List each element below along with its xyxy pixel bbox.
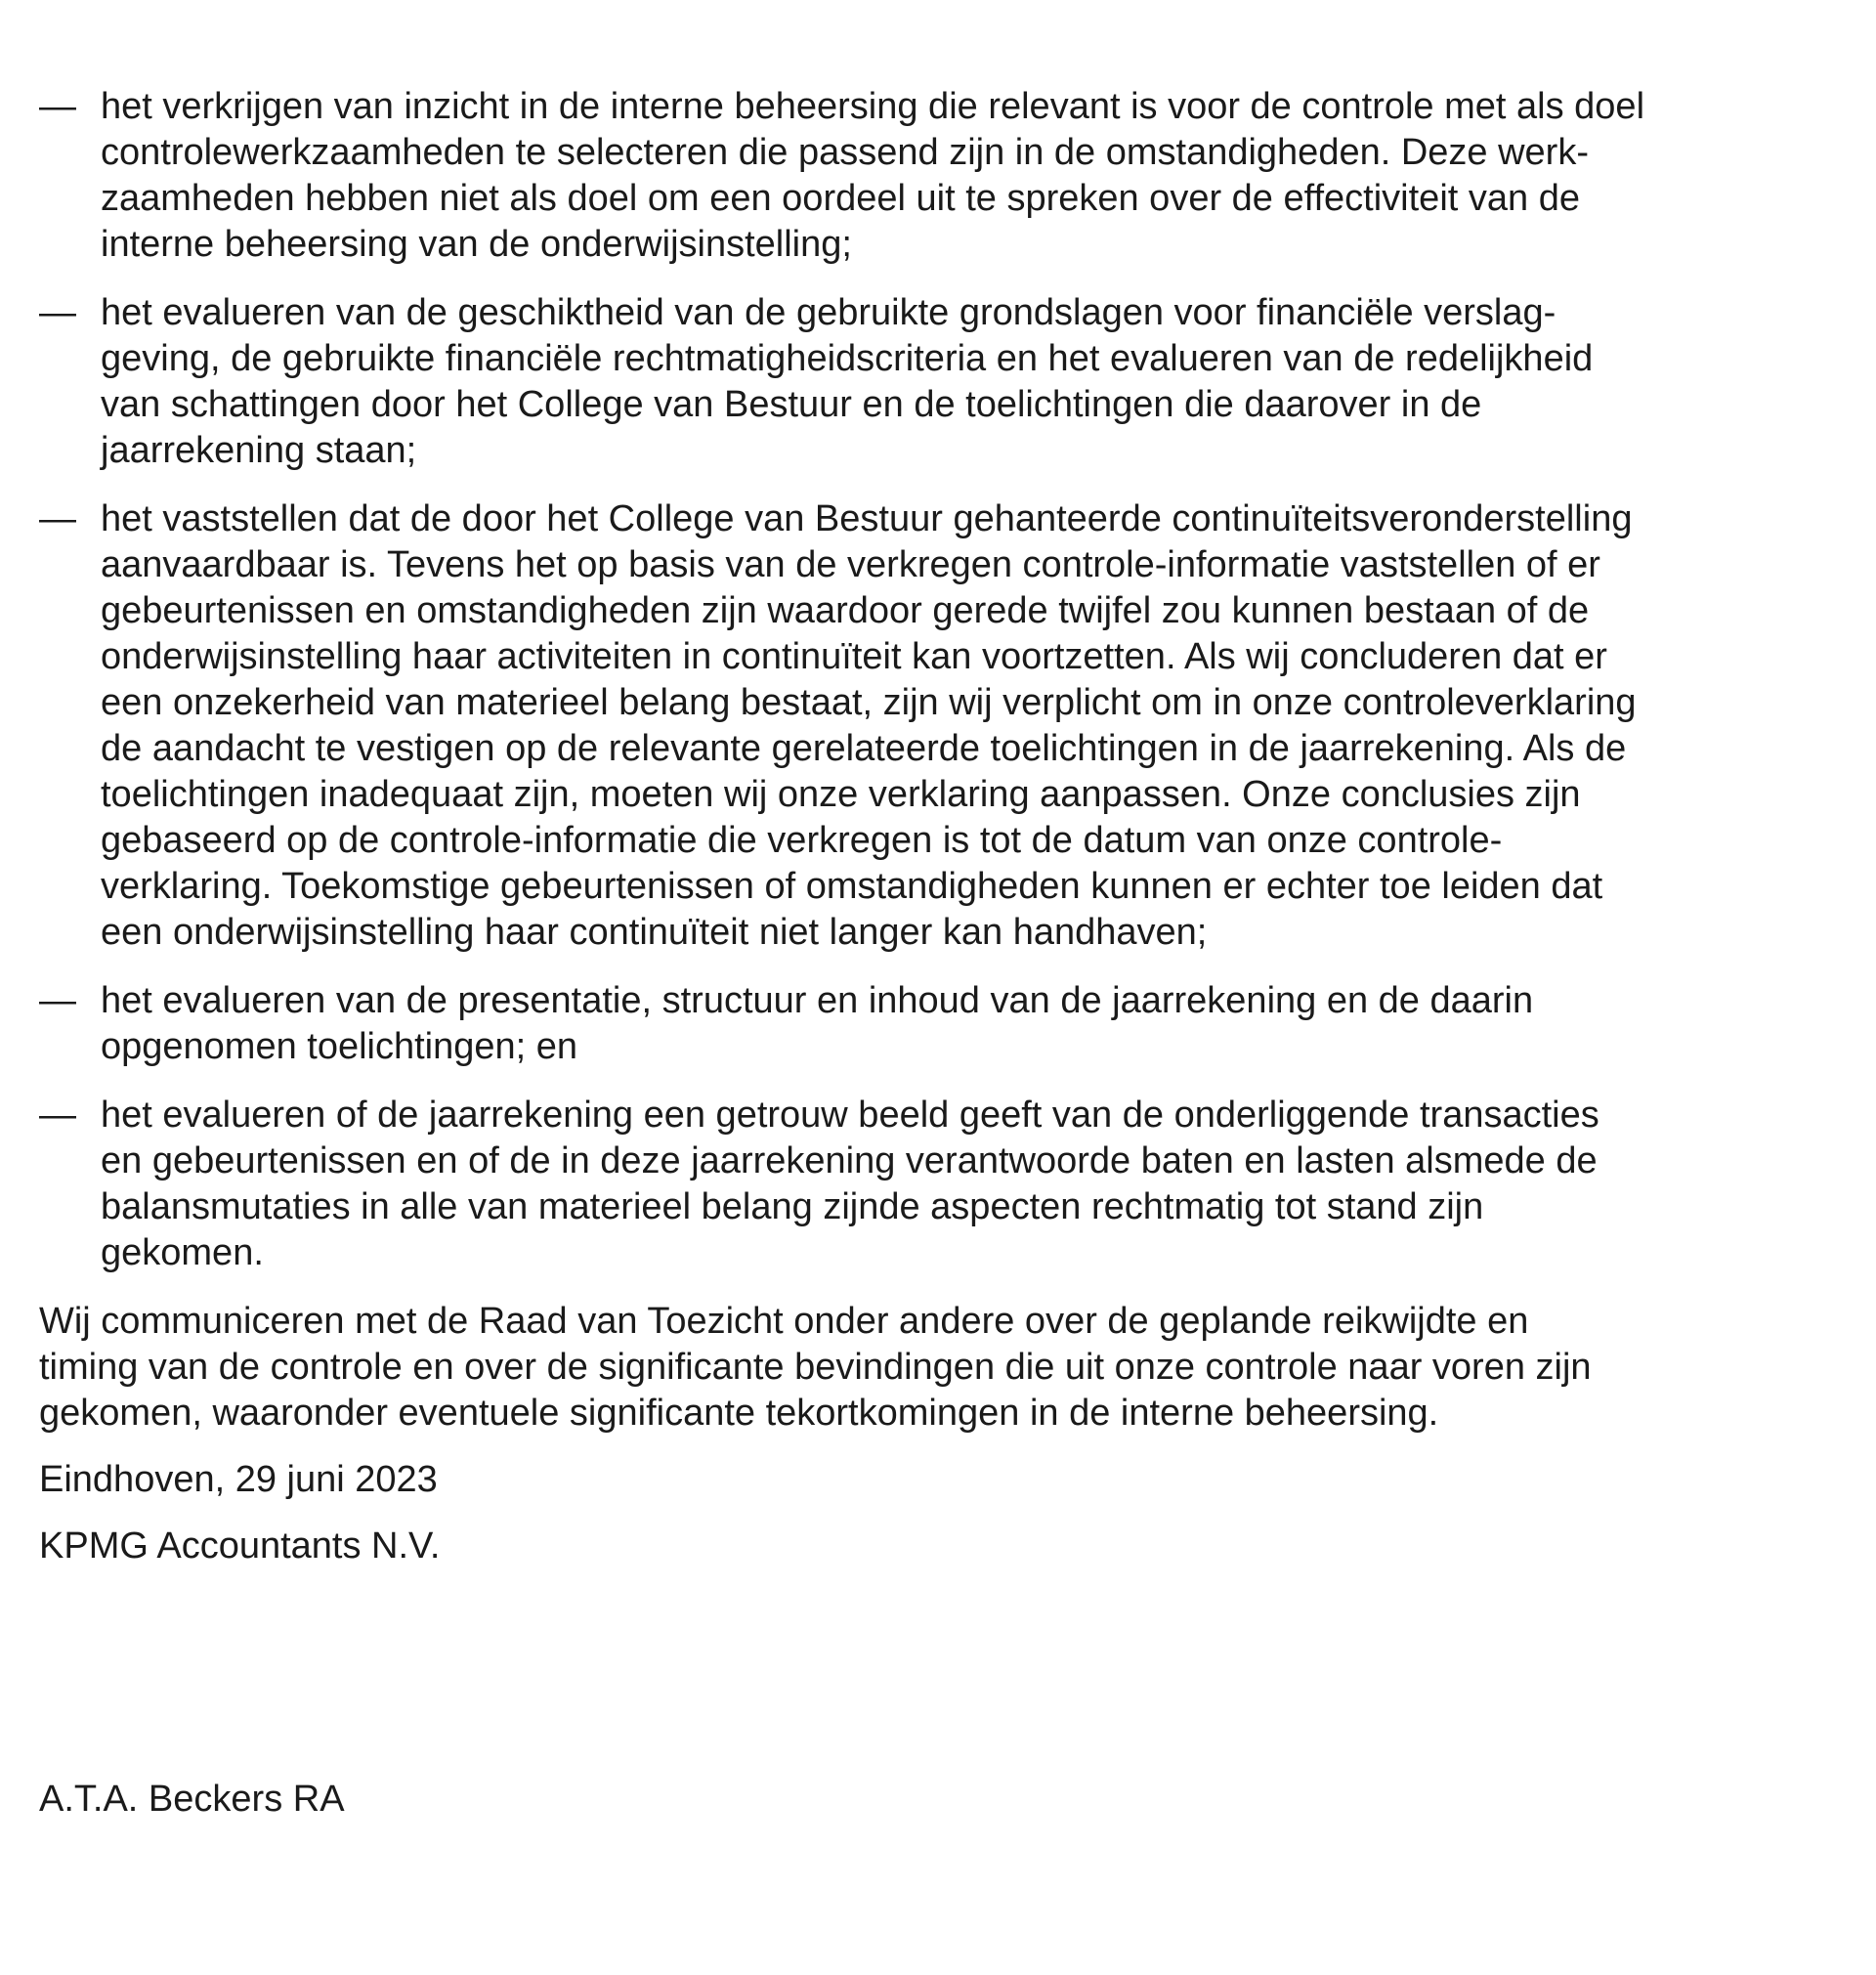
list-item-text: het evalueren of de jaarrekening een getrouw beeld geeft van de onderliggende transacties en gebeurtenissen en of de in deze jaarrekening verantwoorde baten en lasten alsmede de balansmutaties in alle van materieel belang zijnde aspecten rechtmatig tot stand zijn gekomen. xyxy=(101,1095,1599,1273)
closing-paragraph: Wij communiceren met de Raad van Toezicht onder andere over de geplande reikwijdte en timing van de controle en over de significante bevindingen die uit onze controle naar voren zijn gekomen, waaronder eventuele significante tekortkomingen in de interne beheersing. xyxy=(39,1301,1592,1434)
list-item-text: het vaststellen dat de door het College van Bestuur gehanteerde continuïteitsveronderstelling aanvaardbaar is. Tevens het op basis van de verkregen controle-informatie vaststellen of er gebeurtenissen en omstandigheden zijn waardoor gerede twijfel zou kunnen bestaan of de onderwijsinstelling haar activiteiten in continuïteit kan voortzetten. Als wij concluderen dat er een onzekerheid van materieel belang bestaat, zijn wij verplicht om in onze controleverklaring de aandacht te vestigen op de relevante gerelateerde toelichtingen in de jaarrekening. Als de toelichtingen inadequaat zijn, moeten wij onze verklaring aanpassen. Onze conclusies zijn gebaseerd op de controle-informatie die verkregen is tot de datum van onze controle- verklaring. Toekomstige gebeurtenissen of omstandigheden kunnen er echter toe leiden dat een onderwijsinstelling haar continuïteit niet langer kan handhaven; xyxy=(101,498,1637,953)
bullet-dash: — xyxy=(39,292,76,333)
bullet-dash: — xyxy=(39,86,76,127)
bullet-dash: — xyxy=(39,1095,76,1136)
list-item xyxy=(39,496,1759,956)
place-date: Eindhoven, 29 juni 2023 xyxy=(39,1459,438,1500)
list-item-text: het evalueren van de geschiktheid van de gebruikte grondslagen voor financiële verslag- geving, de gebruikte financiële rechtmatigheidscriteria en het evalueren van de redelijkheid van schattingen door het College van Bestuur en de toelichtingen die daarover in de jaarrekening staan; xyxy=(101,292,1594,471)
list-item-text: het evalueren van de presentatie, structuur en inhoud van de jaarrekening en de daarin opgenomen toelichtingen; en xyxy=(101,980,1534,1067)
document-page xyxy=(39,84,1759,1823)
audit-procedures-list xyxy=(39,84,1759,1276)
list-item xyxy=(39,1093,1759,1276)
signatory-name: A.T.A. Beckers RA xyxy=(39,1779,345,1820)
list-item-text: het verkrijgen van inzicht in de interne beheersing die relevant is voor de controle met als doel controlewerkzaamheden te selecteren die passend zijn in de omstandigheden. Deze werk- zaamheden hebben niet als doel om een oordeel uit te spreken over de effectiviteit van de interne beheersing van de onderwijsinstelling; xyxy=(101,86,1645,265)
list-item xyxy=(39,978,1759,1070)
list-item xyxy=(39,84,1759,268)
firm-name: KPMG Accountants N.V. xyxy=(39,1525,441,1567)
signature-space xyxy=(39,1569,1759,1777)
bullet-dash: — xyxy=(39,980,76,1021)
list-item xyxy=(39,290,1759,474)
bullet-dash: — xyxy=(39,498,76,539)
